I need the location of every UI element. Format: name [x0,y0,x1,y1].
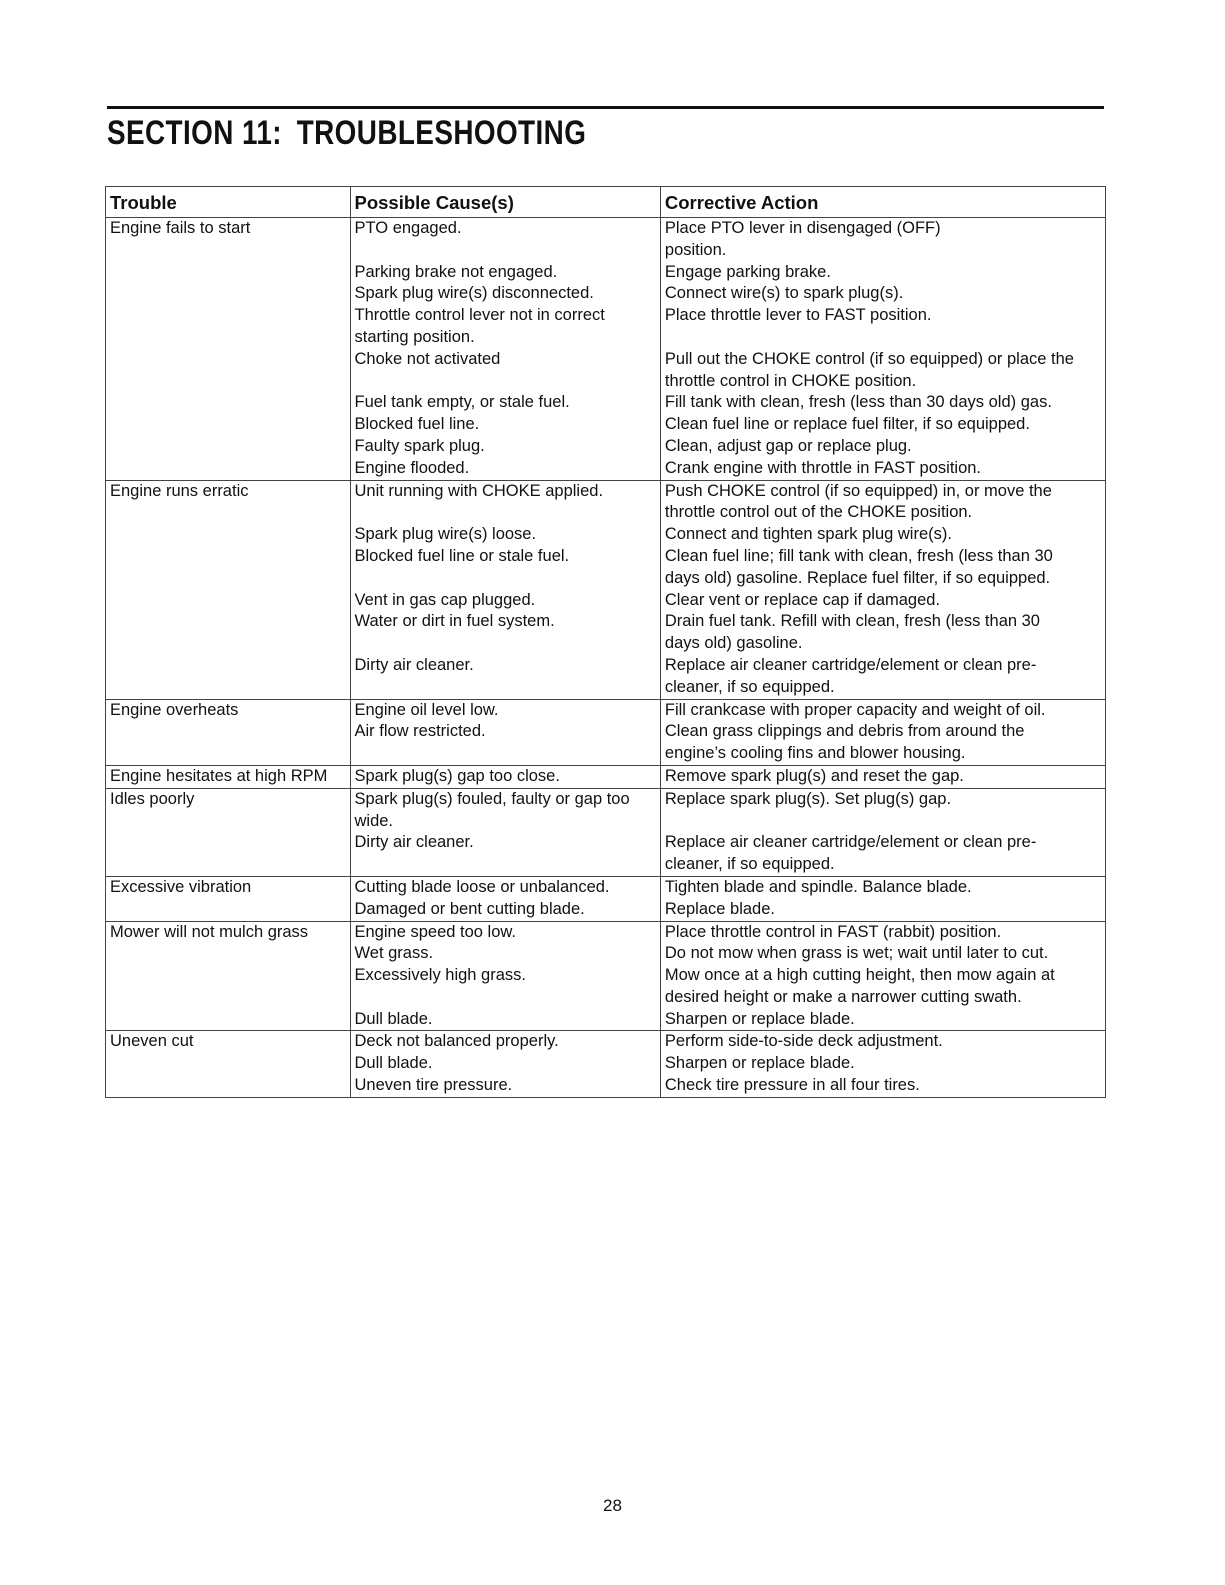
action-line: cleaner, if so equipped. [664,855,835,874]
action-line: Do not mow when grass is wet; wait until later to cut. [664,944,1049,963]
action-line: Connect wire(s) to spark plug(s). [664,284,904,303]
cause-line: Unit running with CHOKE applied. [354,481,604,500]
action-line: throttle control out of the CHOKE position. [664,503,973,522]
action-line: Drain fuel tank. Refill with clean, fresh (less than 30 [664,612,1040,631]
cause-line: Engine speed too low. [354,922,516,941]
trouble-cell [106,765,351,788]
action-line: days old) gasoline. [664,634,803,653]
trouble-cell [106,480,351,699]
trouble-text: Excessive vibration [110,877,252,896]
troubleshooting-table [105,186,1106,1098]
cause-line: Excessively high grass. [354,966,526,985]
table-row [106,788,1106,876]
cause-cell [350,218,660,481]
trouble-cell [106,218,351,481]
cause-line: Engine oil level low. [354,700,499,719]
action-line: Replace spark plug(s). Set plug(s) gap. [664,789,952,808]
action-line: Mow once at a high cutting height, then mow again at [664,966,1055,985]
action-line: Connect and tighten spark plug wire(s). [664,525,952,544]
table-row [106,765,1106,788]
action-line: Clean fuel line; fill tank with clean, fresh (less than 30 [664,546,1053,565]
section-number: SECTION 11: [107,114,282,152]
cause-line: Spark plug wire(s) disconnected. [354,284,594,303]
action-line: Clean, adjust gap or replace plug. [664,436,912,455]
cause-line: Cutting blade loose or unbalanced. [354,877,610,896]
cause-line: Engine flooded. [354,458,470,477]
trouble-text: Engine overheats [110,700,239,719]
cause-line: Blocked fuel line or stale fuel. [354,546,570,565]
cause-line: Faulty spark plug. [354,436,485,455]
cause-line: Spark plug(s) fouled, faulty or gap too [354,789,630,808]
cause-line: PTO engaged. [354,219,462,237]
trouble-text: Engine hesitates at high RPM [110,766,328,785]
action-line: Clean grass clippings and debris from around the [664,722,1025,741]
action-line: engine’s cooling fins and blower housing. [664,744,966,763]
action-cell [660,1031,1105,1097]
cause-line: Water or dirt in fuel system. [354,612,555,631]
cause-line [355,568,660,590]
action-line: Engage parking brake. [664,262,831,281]
action-line: desired height or make a narrower cutting swath. [664,987,1022,1006]
action-cell [660,480,1105,699]
action-cell [660,788,1105,876]
action-line: Sharpen or replace blade. [664,1054,855,1073]
section-title: TROUBLESHOOTING [296,114,587,152]
cause-line: Throttle control lever not in correct [354,306,605,325]
trouble-cell [106,921,351,1031]
action-line: Fill tank with clean, fresh (less than 30 days old) gas. [664,393,1052,412]
action-line: Check tire pressure in all four tires. [664,1076,920,1095]
action-line: Replace air cleaner cartridge/element or clean pre- [664,655,1037,674]
table-row [106,1031,1106,1097]
action-line: Clean fuel line or replace fuel filter, if so equipped. [664,415,1030,434]
action-line: throttle control in CHOKE position. [664,371,917,390]
action-line: cleaner, if so equipped. [664,677,835,696]
action-line: position. [664,240,727,259]
trouble-text: Idles poorly [110,789,195,808]
header-trouble: Trouble [106,187,351,218]
action-line: Place throttle lever to FAST position. [664,306,932,325]
cause-line: Dirty air cleaner. [354,833,474,852]
trouble-text: Engine runs erratic [110,481,249,500]
cause-cell [350,765,660,788]
trouble-cell [106,699,351,765]
action-line: Perform side-to-side deck adjustment. [664,1032,943,1051]
section-top-rule [107,106,1104,109]
cause-line [355,677,660,699]
header-corrective-action: Corrective Action [660,187,1105,218]
cause-cell [350,876,660,921]
cause-line [355,743,660,765]
action-line: Place throttle control in FAST (rabbit) position. [664,922,1002,941]
cause-cell [350,921,660,1031]
cause-line [355,502,660,524]
action-cell [660,921,1105,1031]
cause-line: Parking brake not engaged. [354,262,558,281]
cause-line: wide. [354,811,394,830]
trouble-cell [106,876,351,921]
cause-line [355,371,660,393]
trouble-text: Uneven cut [110,1032,194,1051]
cause-line: Fuel tank empty, or stale fuel. [354,393,570,412]
action-line: days old) gasoline. Replace fuel filter, if so equipped. [664,568,1051,587]
cause-cell [350,788,660,876]
section-heading [107,114,586,153]
action-cell [660,876,1105,921]
action-line: Sharpen or replace blade. [664,1009,855,1028]
cause-cell [350,480,660,699]
action-line: Place PTO lever in disengaged (OFF) [664,219,941,237]
action-line: Tighten blade and spindle. Balance blade. [664,877,972,896]
action-line: Remove spark plug(s) and reset the gap. [664,766,964,785]
action-line: Push CHOKE control (if so equipped) in, or move the [664,481,1052,500]
cause-line: starting position. [354,327,475,346]
cause-cell [350,1031,660,1097]
action-cell [660,218,1105,481]
table-body [106,218,1106,1098]
action-line [665,327,1105,349]
action-line: Pull out the CHOKE control (if so equipped) or place the [664,349,1074,368]
cause-line: Wet grass. [354,944,434,963]
trouble-text: Engine fails to start [110,219,251,237]
action-cell [660,765,1105,788]
cause-line [355,854,660,876]
action-line: Replace air cleaner cartridge/element or clean pre- [664,833,1037,852]
action-line: Replace blade. [664,899,775,918]
cause-cell [350,699,660,765]
cause-line [355,240,660,262]
cause-line: Uneven tire pressure. [354,1076,513,1095]
action-line: Clear vent or replace cap if damaged. [664,590,941,609]
cause-line: Dull blade. [354,1054,433,1073]
action-cell [660,699,1105,765]
cause-line: Blocked fuel line. [354,415,480,434]
cause-line [355,633,660,655]
table-row [106,480,1106,699]
cause-line: Dull blade. [354,1009,433,1028]
cause-line: Air flow restricted. [354,722,486,741]
cause-line: Spark plug(s) gap too close. [354,766,560,785]
table-header-row [106,187,1106,218]
cause-line: Dirty air cleaner. [354,655,474,674]
cause-line: Damaged or bent cutting blade. [354,899,585,918]
trouble-cell [106,788,351,876]
cause-line: Spark plug wire(s) loose. [354,525,537,544]
cause-line: Vent in gas cap plugged. [354,590,536,609]
action-line: Crank engine with throttle in FAST position. [664,458,982,477]
trouble-cell [106,1031,351,1097]
table-row [106,699,1106,765]
cause-line: Deck not balanced properly. [354,1032,559,1051]
cause-line: Choke not activated [354,349,501,368]
table-row [106,921,1106,1031]
trouble-text: Mower will not mulch grass [110,922,309,941]
action-line: Fill crankcase with proper capacity and weight of oil. [664,700,1046,719]
page-number: 28 [603,1496,622,1515]
table-row [106,218,1106,481]
table-row [106,876,1106,921]
action-line [665,811,1105,833]
header-possible-causes: Possible Cause(s) [350,187,660,218]
cause-line [355,987,660,1009]
